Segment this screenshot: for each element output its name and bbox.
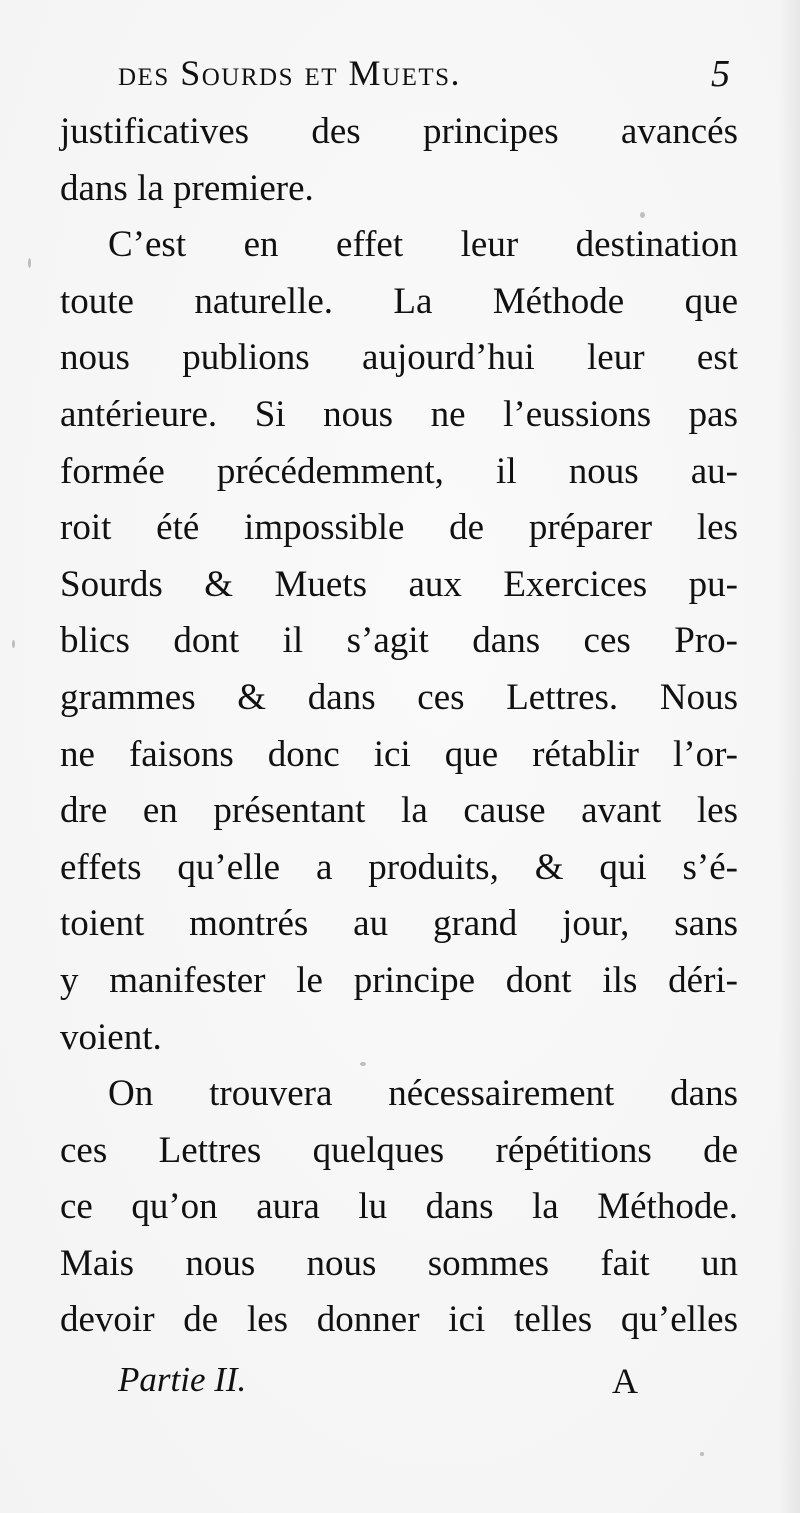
text-line: roit été impossible de préparer les [60,507,738,549]
text-line: ce qu’on aura lu dans la Méthode. [60,1186,738,1228]
signature-mark: A [612,1361,638,1401]
ink-speck [700,1452,704,1456]
text-line: Sourds & Muets aux Exercices pu- [60,563,738,605]
text-line: y manifester le principe dont ils déri- [60,959,738,1001]
signature-label: Partie II. [118,1360,247,1399]
text-line: effets qu’elle a produits, & qui s’é- [60,846,738,888]
ink-speck [640,212,645,218]
text-line: antérieure. Si nous ne l’eussions pas [60,393,738,435]
ink-speck [12,640,15,648]
text-line: On trouvera nécessairement dans [108,1073,738,1115]
ink-speck [360,1062,366,1066]
running-title: des Sourds et Muets. [118,53,462,93]
text-line: C’est en effet leur destination [108,224,738,266]
text-line: dre en présentant la cause avant les [60,790,738,832]
running-header [118,52,730,100]
text-line: justificatives des principes avancés [60,111,738,152]
text-line: nous publions aujourd’hui leur est [60,337,738,379]
text-line: ne faisons donc ici que rétablir l’or- [60,733,738,775]
text-line: dans la premiere. [60,167,314,209]
text-line: blics dont il s’agit dans ces Pro- [60,620,738,662]
text-line: devoir de les donner ici telles qu’elles [60,1299,738,1341]
body-text [60,104,738,1349]
text-line: ces Lettres quelques répétitions de [60,1129,738,1171]
text-line: toute naturelle. La Méthode que [60,280,738,322]
ink-speck [28,258,31,268]
page-number: 5 [711,53,730,95]
text-line: toient montrés au grand jour, sans [60,903,738,945]
text-line: grammes & dans ces Lettres. Nous [60,676,738,718]
text-line: voient. [60,1016,162,1058]
text-line: Mais nous nous sommes fait un [60,1242,738,1284]
text-line: formée précédemment, il nous au- [60,450,738,492]
page-edge-shadow [778,0,800,1513]
signature-line [118,1360,638,1410]
